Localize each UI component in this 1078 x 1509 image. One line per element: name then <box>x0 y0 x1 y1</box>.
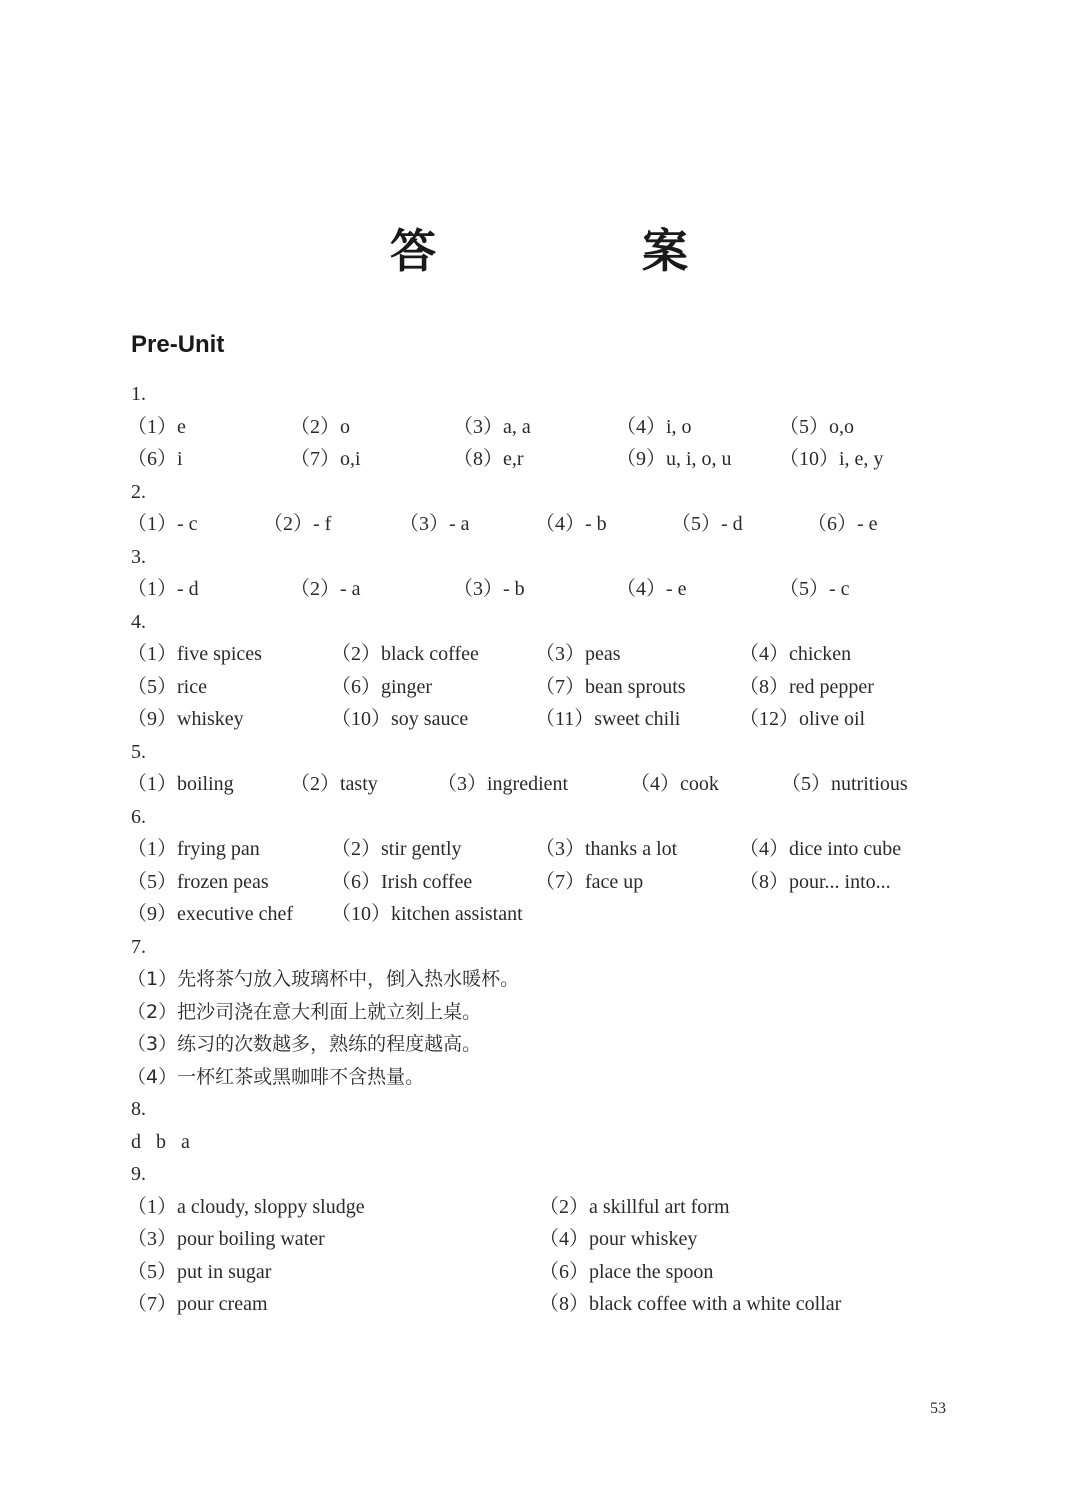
answer-item: （1）- d <box>127 578 199 600</box>
answer-item: （3）ingredient <box>437 773 569 795</box>
answer-item: （2）tasty <box>290 773 378 795</box>
answer-row <box>127 768 977 801</box>
answer-item: （6）- e <box>807 513 878 535</box>
answer-item: （10）soy sauce <box>331 708 469 730</box>
answer-item: （5）frozen peas <box>127 870 269 893</box>
answer-row <box>127 638 977 671</box>
answer-item: （1）- c <box>127 513 198 535</box>
page-number: 53 <box>930 1400 946 1417</box>
answer-item: （3）peas <box>535 643 621 665</box>
question-number: 5. <box>131 740 146 763</box>
answer-item: （7）pour cream <box>127 1293 268 1315</box>
answer-item: （5）put in sugar <box>127 1260 272 1283</box>
question-number: 7. <box>131 935 146 958</box>
page-title: 答 案 <box>390 224 768 278</box>
answer-row <box>127 443 977 476</box>
answer-item: （4）- e <box>616 578 687 600</box>
answer-item: d b a <box>131 1130 190 1153</box>
answer-item: （9）executive chef <box>127 903 294 925</box>
answer-row <box>127 703 977 736</box>
section-title: Pre-Unit <box>131 331 225 358</box>
question-number: 6. <box>131 805 146 828</box>
question-number: 4. <box>131 610 146 633</box>
answer-item: （2）a skillful art form <box>539 1195 730 1218</box>
answer-item: （4）dice into cube <box>739 838 902 860</box>
answer-row <box>127 866 977 899</box>
answer-row <box>127 1223 977 1256</box>
answer-item: （9）whiskey <box>127 708 244 730</box>
answer-row <box>127 1288 977 1321</box>
translation-line: （1）先将茶勺放入玻璃杯中，倒入热水暖杯。 <box>127 968 520 990</box>
answer-row <box>127 833 977 866</box>
answer-row <box>127 671 977 704</box>
answer-item: （10）i, e, y <box>779 448 884 470</box>
answer-item: （5）- c <box>779 578 850 600</box>
answer-item: （9）u, i, o, u <box>616 448 732 470</box>
answer-item: （11）sweet chili <box>535 708 681 730</box>
answer-item: （6）Irish coffee <box>331 870 473 893</box>
answer-item: （5）- d <box>671 513 743 535</box>
answer-item: （3）- b <box>453 578 525 600</box>
answer-row <box>127 1256 977 1289</box>
answer-item: （4）i, o <box>616 415 692 438</box>
translation-line: （3）练习的次数越多，熟练的程度越高。 <box>127 1033 482 1055</box>
answer-row <box>127 411 977 444</box>
answer-item: （3）- a <box>399 513 470 535</box>
answer-item: （3）thanks a lot <box>535 838 678 860</box>
answer-item: （4）- b <box>535 513 607 535</box>
answer-item: （1）boiling <box>127 773 234 795</box>
answer-item: （4）pour whiskey <box>539 1228 698 1250</box>
answer-item: （7）o,i <box>290 448 361 470</box>
question-number: 8. <box>131 1098 146 1120</box>
answer-item: （5）o,o <box>779 415 854 438</box>
question-number: 9. <box>131 1163 146 1185</box>
answer-item: （4）cook <box>630 773 719 795</box>
question-number: 3. <box>131 545 146 568</box>
answer-item: （5）rice <box>127 675 207 698</box>
answer-item: （8）e,r <box>453 448 524 470</box>
answer-item: （8）black coffee with a white collar <box>539 1293 842 1315</box>
translation-line: （2）把沙司浇在意大利面上就立刻上桌。 <box>127 1000 482 1023</box>
answer-item: （12）olive oil <box>739 708 866 730</box>
answer-item: （8）red pepper <box>739 675 874 698</box>
answer-item: （6）place the spoon <box>539 1260 714 1283</box>
answer-row <box>127 1191 977 1224</box>
answer-item: （2）stir gently <box>331 838 462 860</box>
answer-item: （1）e <box>127 415 186 438</box>
question-number: 2. <box>131 480 146 503</box>
answer-item: （4）chicken <box>739 643 852 665</box>
translation-line: （4）一杯红茶或黑咖啡不含热量。 <box>127 1065 425 1088</box>
answer-item: （3）pour boiling water <box>127 1228 325 1250</box>
answer-item: （8）pour... into... <box>739 870 891 893</box>
answer-item: （7）face up <box>535 870 644 893</box>
answer-item: （2）o <box>290 415 350 438</box>
answer-item: （2）- a <box>290 578 361 600</box>
answer-item: （10）kitchen assistant <box>331 903 523 925</box>
answer-content <box>127 378 977 1321</box>
answer-item: （1）frying pan <box>127 838 260 860</box>
answer-item: （2）black coffee <box>331 643 479 665</box>
answer-item: （6）ginger <box>331 675 433 698</box>
answer-row <box>127 573 977 606</box>
answer-item: （6）i <box>127 448 183 470</box>
answer-item: （7）bean sprouts <box>535 675 686 698</box>
answer-item: （5）nutritious <box>781 773 908 795</box>
answer-row <box>127 508 977 541</box>
answer-item: （3）a, a <box>453 415 531 438</box>
question-number: 1. <box>131 383 146 405</box>
answer-item: （1）a cloudy, sloppy sludge <box>127 1195 365 1218</box>
answer-item: （2）- f <box>263 513 332 535</box>
answer-row <box>127 898 977 931</box>
answer-item: （1）five spices <box>127 643 262 665</box>
